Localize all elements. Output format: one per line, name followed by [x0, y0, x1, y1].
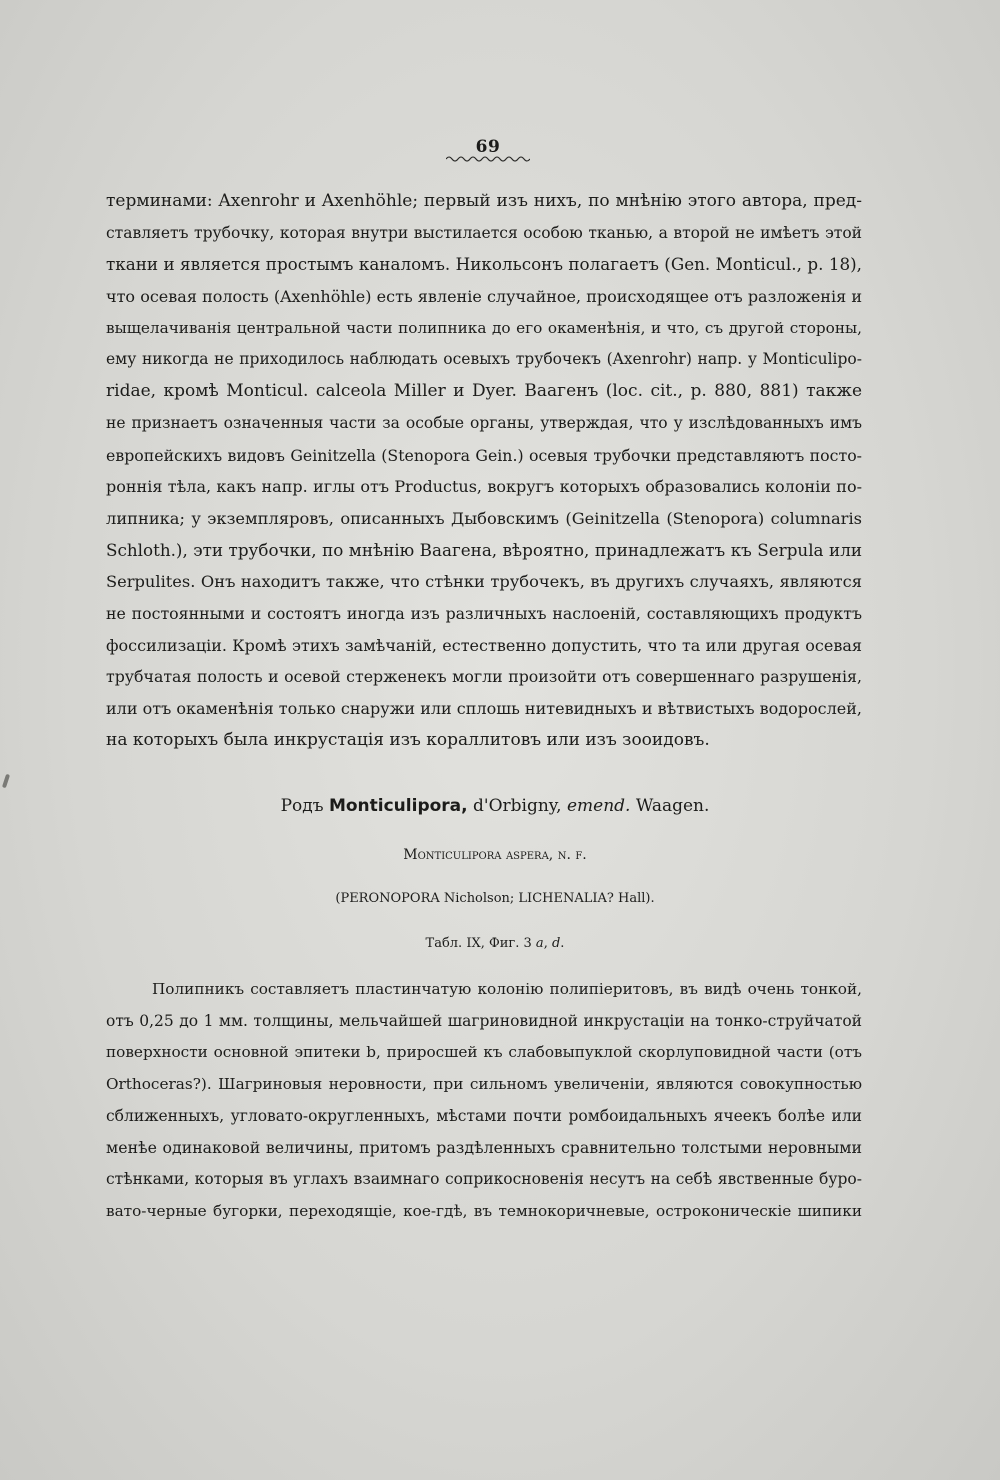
genus-author: d'Orbigny, [473, 796, 562, 816]
margin-mark [2, 774, 10, 789]
text-line: выщелачиванія центральной части полипника до его окаменѣнія, и что, съ другой стороны, [106, 318, 862, 337]
page-number: 69 [475, 137, 501, 157]
plate-fig-a: a [535, 936, 544, 951]
genus-heading [0, 796, 990, 816]
text-line: не постоянными и состоятъ иногда изъ различныхъ наслоеній, составляющихъ продуктъ [106, 603, 862, 623]
text-line: европейскихъ видовъ Geinitzella (Stenopora Gein.) осевыя трубочки представляютъ посто- [106, 445, 862, 465]
text-line: роннія тѣла, какъ напр. иглы отъ Productus, вокругъ которыхъ образовались колоніи по- [106, 477, 862, 497]
text-line: Orthoceras?). Шагриновыя неровности, при сильномъ увеличеніи, являются совокупностью [106, 1075, 862, 1094]
text-line: Serpulites. Онъ находитъ также, что стѣнки трубочекъ, въ другихъ случаяхъ, являются [106, 572, 862, 592]
wavy-rule-ornament [446, 155, 530, 163]
text-line: менѣе одинаковой величины, притомъ раздѣленныхъ сравнительно толстыми неровными [106, 1138, 862, 1158]
plate-reference [0, 936, 990, 951]
genus-prefix: Родъ [280, 796, 324, 816]
text-line: отъ 0,25 до 1 мм. толщины, мельчайшей шагриновидной инкрустаціи на тонко-струйчатой [106, 1011, 862, 1030]
species-description [106, 974, 862, 1228]
plate-sep: , [543, 936, 548, 951]
text-line: Schloth.), эти трубочки, по мнѣнію Ваагена, вѣроятно, принадлежатъ къ Serpula или [106, 539, 862, 560]
text-line: трубчатая полость и осевой стерженекъ могли произойти отъ совершеннаго разрушенія, [106, 667, 862, 687]
text-line: сближенныхъ, угловато-округленныхъ, мѣстами почти ромбоидальныхъ ячеекъ болѣе или [106, 1106, 862, 1125]
text-line: ткани и является простымъ каналомъ. Никольсонъ полагаетъ (Gen. Monticul., p. 18), [106, 254, 862, 275]
text-line: терминами: Axenrohr и Axenhöhle; первый изъ нихъ, по мнѣнію этого автора, пред- [106, 191, 862, 211]
text-line: стѣнками, которыя въ углахъ взаимнаго соприкосновенія несутъ на себѣ явственные буро- [106, 1170, 862, 1189]
paragraph-continuation [106, 186, 862, 756]
plate-end: . [560, 936, 565, 951]
text-line: что осевая полость (Axenhöhle) есть явленіе случайное, происходящее отъ разложенія и [106, 287, 862, 307]
genus-emend-author: Waagen. [635, 796, 710, 816]
genus-emend: emend. [566, 796, 631, 816]
text-line: фоссилизаціи. Кромѣ этихъ замѣчаній, естественно допустить, что та или другая осевая [106, 635, 862, 655]
genus-name: Monticulipora, [328, 796, 468, 816]
plate-prefix: Табл. IX, Фиг. 3 [425, 936, 532, 951]
text-line: на которыхъ была инкрустація изъ кораллитовъ или изъ зооидовъ. [106, 729, 710, 750]
text-line: не признаетъ означенныя части за особые органы, утверждая, что у изслѣдованныхъ имъ [106, 413, 862, 432]
text-line: ridae, кромѣ Monticul. calceola Miller и Dyer. Ваагенъ (loc. cit., p. 880, 881) также [106, 381, 862, 402]
text-line: Полипникъ составляетъ пластинчатую колонію полипіеритовъ, въ видѣ очень тонкой, [152, 980, 862, 998]
text-line: липника; у экземпляровъ, описанныхъ Дыбовскимъ (Geinitzella (Stenopora) columnaris [106, 508, 862, 528]
text-line: ему никогда не приходилось наблюдать осевыхъ трубочекъ (Axenrohr) напр. у Monticulipo- [106, 350, 862, 369]
text-line: вато-черные бугорки, переходящіе, кое-гдѣ, въ темнокоричневые, остроконическіе шипики [106, 1201, 862, 1220]
synonyms-line: (PERONOPORA Nicholson; LICHENALIA? Hall). [335, 891, 655, 906]
plate-fig-d: d [551, 936, 561, 951]
text-line: или отъ окаменѣнія только снаружи или сплошь нитевидныхъ и вѣтвистыхъ водорослей, [106, 699, 862, 718]
text-line: ставляетъ трубочку, которая внутри выстилается особою тканью, а второй не имѣетъ этой [106, 223, 862, 242]
text-line: поверхности основной эпитеки b, приросшей къ слабовыпуклой скорлуповидной части (отъ [106, 1043, 862, 1062]
species-heading: Monticulipora aspera, n. f. [403, 847, 587, 863]
